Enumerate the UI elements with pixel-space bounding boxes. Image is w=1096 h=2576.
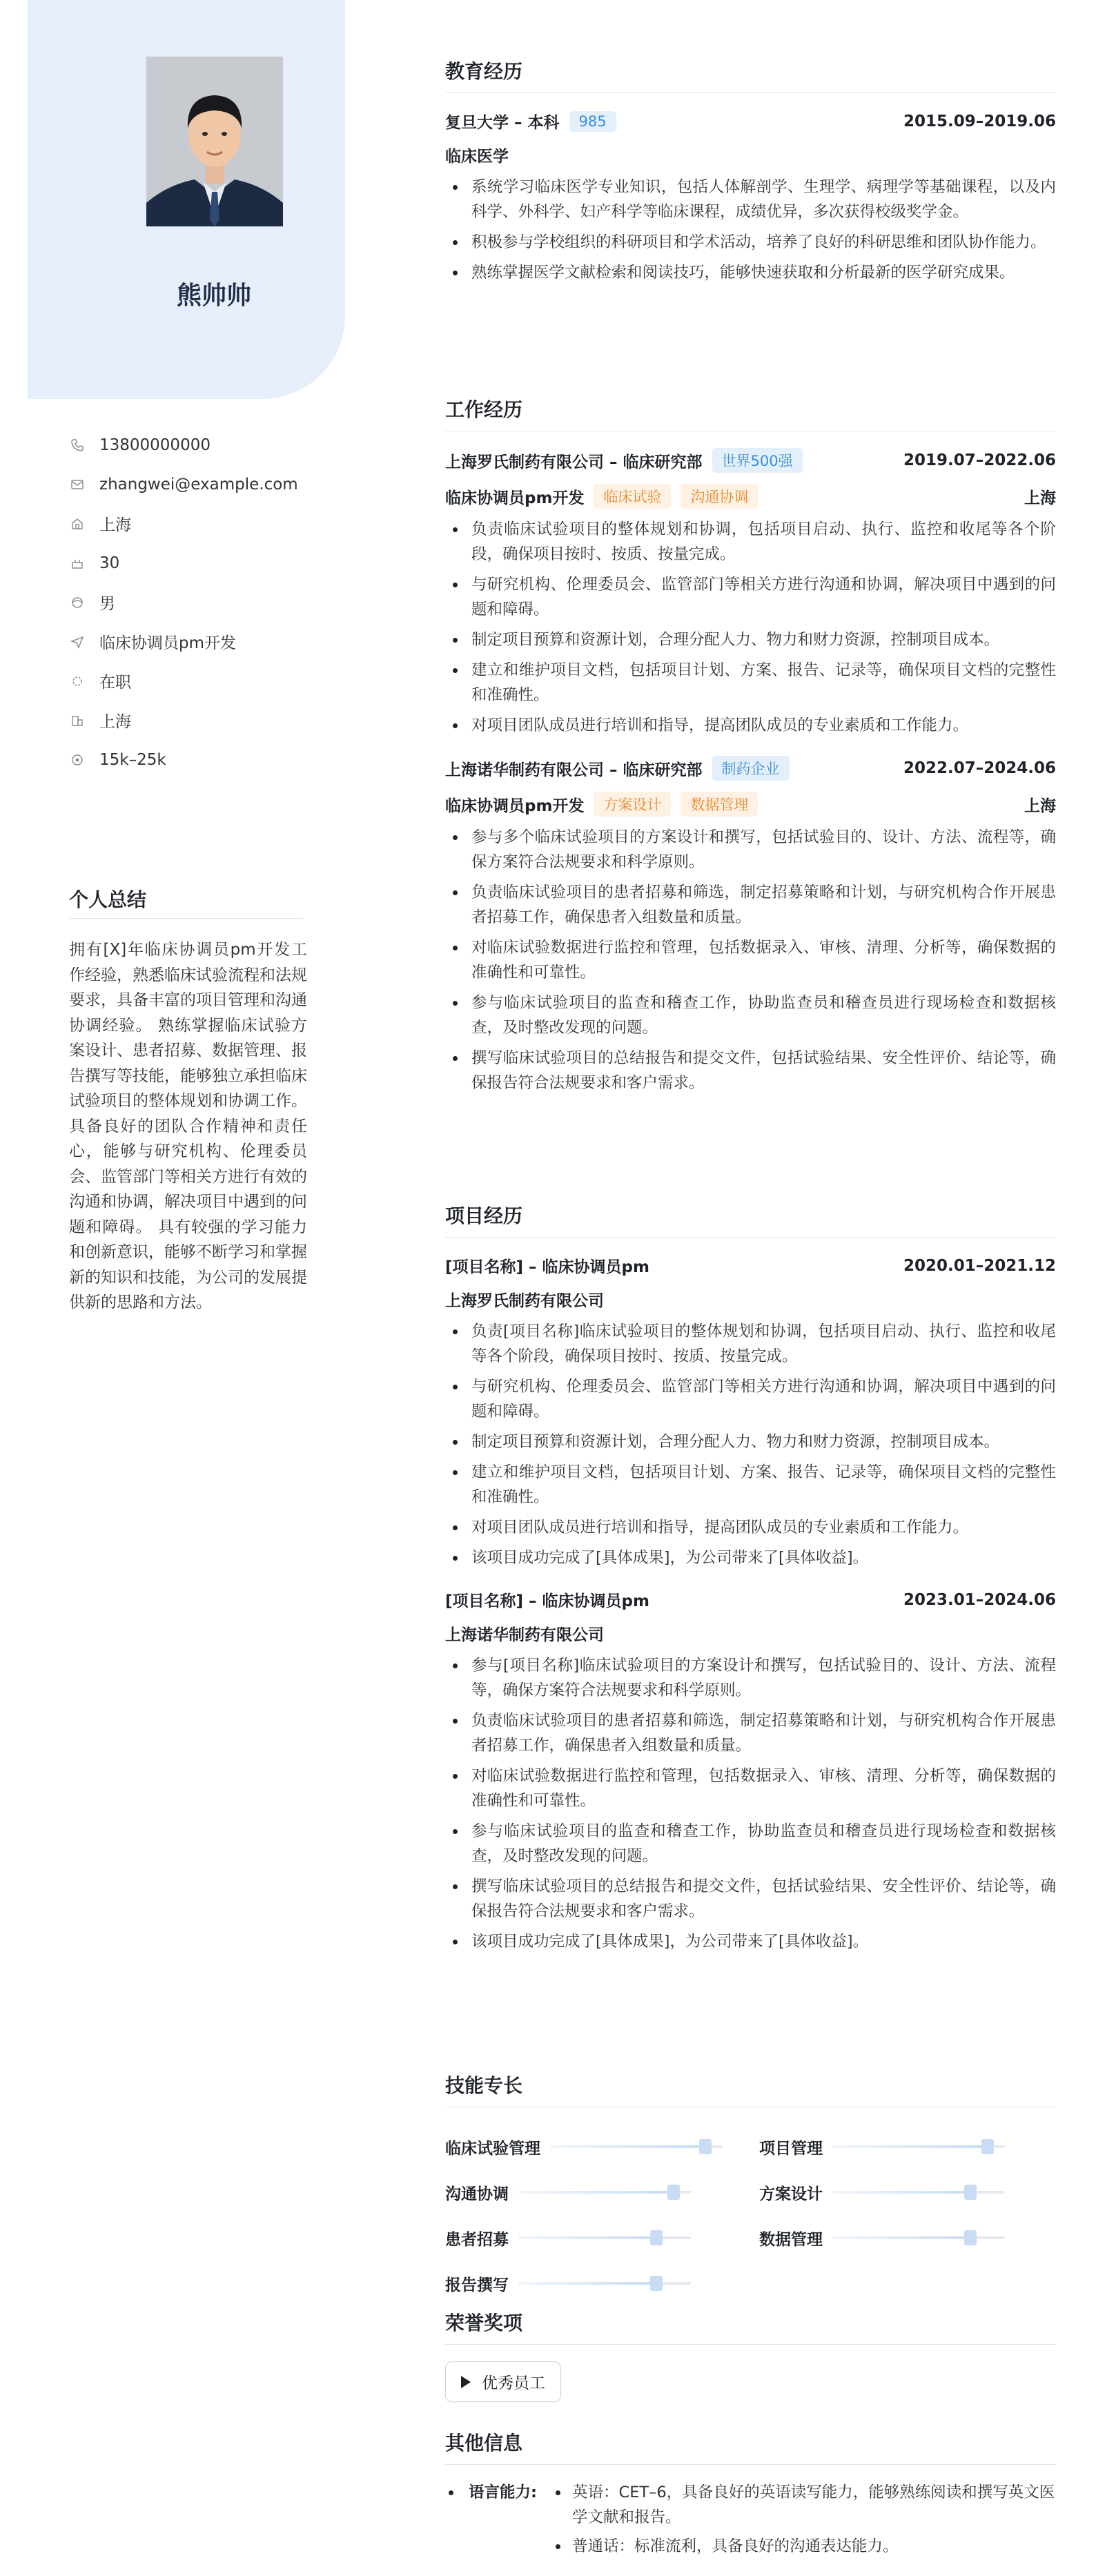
skill-bar — [550, 2145, 723, 2148]
summary-title: 个人总结 — [69, 888, 147, 911]
section-title: 荣誉奖项 — [445, 2308, 1056, 2345]
section-title: 其他信息 — [445, 2428, 1056, 2465]
list-item: 负责临床试验项目的患者招募和筛选，制定招募策略和计划，与研究机构合作开展患者招募工作，确保患者入组数量和质量。 — [445, 1708, 1056, 1758]
language-list — [551, 2480, 1056, 2563]
job-value: 临床协调员pm开发 — [99, 634, 237, 652]
section-title: 项目经历 — [445, 1201, 1056, 1238]
info-row-city — [69, 701, 298, 740]
role-tag: 数据管理 — [681, 792, 758, 817]
skill-bar — [518, 2282, 691, 2285]
list-item: 建立和维护项目文档，包括项目计划、方案、报告、记录等，确保项目文档的完整性和准确性。 — [445, 658, 1056, 708]
list-item: 与研究机构、伦理委员会、监管部门等相关方进行沟通和协调，解决项目中遇到的问题和障碍。 — [445, 572, 1056, 622]
list-item: 参与多个临床试验项目的方案设计和撰写，包括试验目的、设计、方法、流程等，确保方案符合法规要求和科学原则。 — [445, 825, 1056, 875]
project-period: 2023.01–2024.06 — [903, 1590, 1056, 1609]
job-icon — [69, 634, 86, 650]
city-value: 上海 — [99, 713, 131, 731]
work-entry-head — [445, 448, 1056, 473]
home-icon — [69, 516, 86, 532]
honors-section — [445, 2308, 1056, 2402]
list-item: 英语：CET–6，具备良好的英语读写能力，能够熟练阅读和撰写英文医学文献和报告。 — [551, 2480, 1056, 2530]
summary-text: 拥有[X]年临床协调员pm开发工作经验，熟悉临床试验流程和法规要求，具备丰富的项目管理和沟通协调经验。 熟练掌握临床试验方案设计、患者招募、数据管理、报告撰写等技能，能够独立承担临床试验项目的整体规划和协调工作。 具备良好的团队合作精神和责任心，能够与研究机构、伦理委员会、监管部门等相关方进行有效的沟通和协调，解决项目中遇到的问题和障碍。 具有较强的学习能力和创新意识，能够不断学习和掌握新的知识和技能，为公司的发展提供新的思路和方法。 — [69, 941, 307, 1311]
info-row-home — [69, 504, 298, 543]
skill-item — [759, 2169, 1056, 2215]
role-tag: 沟通协调 — [681, 484, 758, 509]
role-tag: 方案设计 — [594, 792, 671, 817]
list-item: 该项目成功完成了[具体成果]，为公司带来了[具体收益]。 — [445, 1929, 1056, 1954]
project-bullets — [445, 1319, 1056, 1570]
work-section — [445, 395, 1056, 1101]
company-name: 上海诺华制药有限公司 – 临床研究部 — [445, 761, 703, 779]
skill-item — [445, 2169, 759, 2215]
list-item: 负责临床试验项目的整体规划和协调，包括项目启动、执行、监控和收尾等各个阶段，确保项目按时、按质、按量完成。 — [445, 517, 1056, 567]
list-item: 建立和维护项目文档，包括项目计划、方案、报告、记录等，确保项目文档的完整性和准确性。 — [445, 1460, 1056, 1510]
project-name: [项目名称] – 临床协调员pm — [445, 1592, 649, 1610]
project-period: 2020.01–2021.12 — [903, 1256, 1056, 1275]
gender-icon — [69, 594, 86, 611]
role-name: 临床协调员pm开发 — [445, 797, 585, 815]
skill-item — [445, 2261, 759, 2306]
education-major-row — [445, 144, 1056, 166]
school-tag: 985 — [569, 111, 616, 132]
list-item: 对临床试验数据进行监控和管理，包括数据录入、审核、清理、分析等，确保数据的准确性和可靠性。 — [445, 935, 1056, 985]
skill-name: 报告撰写 — [445, 2276, 509, 2294]
work-period: 2019.07–2022.06 — [903, 451, 1056, 469]
project-company: 上海罗氏制药有限公司 — [445, 1292, 604, 1310]
age-icon — [69, 555, 86, 572]
work-bullets — [445, 825, 1056, 1095]
role-name: 临床协调员pm开发 — [445, 489, 585, 507]
section-title: 工作经历 — [445, 395, 1056, 431]
list-item: 对临床试验数据进行监控和管理，包括数据录入、审核、清理、分析等，确保数据的准确性和可靠性。 — [445, 1764, 1056, 1813]
list-item: 对项目团队成员进行培训和指导，提高团队成员的专业素质和工作能力。 — [445, 713, 1056, 738]
project-company-row — [445, 1622, 1056, 1645]
project-bullets — [445, 1653, 1056, 1954]
email-icon — [69, 476, 86, 493]
education-period: 2015.09–2019.06 — [903, 112, 1056, 130]
info-row-email — [69, 465, 298, 504]
skill-name: 项目管理 — [759, 2139, 823, 2158]
project-head — [445, 1588, 1056, 1611]
phone-value: 13800000000 — [99, 436, 211, 454]
status-value: 在职 — [99, 674, 131, 692]
list-item: 与研究机构、伦理委员会、监管部门等相关方进行沟通和协调，解决项目中遇到的问题和障碍。 — [445, 1374, 1056, 1424]
sidebar — [0, 0, 345, 2576]
play-icon — [461, 2376, 471, 2388]
salary-value: 15k–25k — [99, 750, 166, 769]
info-row-phone — [69, 425, 298, 465]
info-row-age — [69, 543, 298, 583]
skill-bar — [832, 2191, 1005, 2194]
skill-name: 方案设计 — [759, 2185, 823, 2203]
info-row-job — [69, 622, 298, 661]
profile-card — [28, 0, 345, 399]
education-section — [445, 57, 1056, 291]
list-item: 撰写临床试验项目的总结报告和提交文件，包括试验结果、安全性评价、结论等，确保报告符合法规要求和客户需求。 — [445, 1874, 1056, 1924]
phone-icon — [69, 437, 86, 453]
work-location: 上海 — [1024, 797, 1056, 815]
project-company-row — [445, 1288, 1056, 1311]
skill-bar — [518, 2191, 691, 2194]
skills-grid — [445, 2124, 1056, 2306]
list-item: 对项目团队成员进行培训和指导，提高团队成员的专业素质和工作能力。 — [445, 1515, 1056, 1540]
project-head — [445, 1254, 1056, 1277]
projects-section — [445, 1201, 1056, 1960]
other-info — [445, 2480, 1056, 2563]
work-role-row — [445, 792, 1056, 817]
summary-divider — [69, 918, 304, 919]
education-head — [445, 110, 1056, 133]
info-row-salary — [69, 740, 298, 779]
award-item[interactable] — [445, 2361, 561, 2402]
list-item: 负责临床试验项目的患者招募和筛选，制定招募策略和计划，与研究机构合作开展患者招募工作，确保患者入组数量和质量。 — [445, 880, 1056, 930]
skill-item — [445, 2215, 759, 2261]
language-label: 语言能力: — [445, 2480, 551, 2563]
skills-section — [445, 2071, 1056, 2306]
company-tag: 制药企业 — [712, 756, 790, 781]
email-value: zhangwei@example.com — [99, 475, 298, 494]
skill-bar — [832, 2236, 1005, 2239]
skill-name: 患者招募 — [445, 2230, 509, 2249]
list-item: 系统学习临床医学专业知识，包括人体解剖学、生理学、病理学等基础课程，以及内科学、外科学、妇产科学等临床课程，成绩优异，多次获得校级奖学金。 — [445, 175, 1056, 224]
work-location: 上海 — [1024, 489, 1056, 507]
project-name: [项目名称] – 临床协调员pm — [445, 1258, 649, 1276]
education-bullets — [445, 175, 1056, 285]
skill-name: 沟通协调 — [445, 2185, 509, 2203]
candidate-name: 熊帅帅 — [176, 282, 251, 310]
work-bullets — [445, 517, 1056, 738]
status-icon — [69, 673, 86, 690]
skill-item — [759, 2124, 1056, 2169]
list-item: 积极参与学校组织的科研项目和学术活动，培养了良好的科研思维和团队协作能力。 — [445, 230, 1056, 255]
city-icon — [69, 712, 86, 729]
section-title: 教育经历 — [445, 57, 1056, 93]
award-label: 优秀员工 — [482, 2374, 545, 2392]
work-period: 2022.07–2024.06 — [903, 759, 1056, 777]
skill-item — [445, 2124, 759, 2169]
project-company: 上海诺华制药有限公司 — [445, 1626, 604, 1644]
skill-bar — [518, 2236, 691, 2239]
skill-name: 数据管理 — [759, 2230, 823, 2249]
list-item: 熟练掌握医学文献检索和阅读技巧，能够快速获取和分析最新的医学研究成果。 — [445, 260, 1056, 285]
contact-info-list — [69, 425, 298, 779]
section-title: 技能专长 — [445, 2071, 1056, 2107]
company-name: 上海罗氏制药有限公司 – 临床研究部 — [445, 453, 703, 471]
list-item: 该项目成功完成了[具体成果]，为公司带来了[具体收益]。 — [445, 1545, 1056, 1570]
skill-name: 临床试验管理 — [445, 2139, 540, 2158]
language-row — [445, 2480, 1056, 2563]
list-item: 负责[项目名称]临床试验项目的整体规划和协调，包括项目启动、执行、监控和收尾等各个阶段，确保项目按时、按质、按量完成。 — [445, 1319, 1056, 1369]
list-item: 参与临床试验项目的监查和稽查工作，协助监查员和稽查员进行现场检查和数据核查，及时整改发现的问题。 — [445, 1819, 1056, 1868]
list-item: 参与[项目名称]临床试验项目的方案设计和撰写，包括试验目的、设计、方法、流程等，确保方案符合法规要求和科学原则。 — [445, 1653, 1056, 1703]
list-item: 制定项目预算和资源计划，合理分配人力、物力和财力资源，控制项目成本。 — [445, 1430, 1056, 1454]
company-tag: 世界500强 — [712, 448, 803, 473]
list-item: 制定项目预算和资源计划，合理分配人力、物力和财力资源，控制项目成本。 — [445, 627, 1056, 652]
list-item: 普通话：标准流利，具备良好的沟通表达能力。 — [551, 2534, 1056, 2559]
hometown-value: 上海 — [99, 516, 131, 534]
school-name: 复旦大学 – 本科 — [445, 114, 560, 132]
work-entry-head — [445, 756, 1056, 781]
skill-item — [759, 2215, 1056, 2261]
info-row-status — [69, 661, 298, 701]
other-section — [445, 2428, 1056, 2563]
work-role-row — [445, 484, 1056, 509]
role-tag: 临床试验 — [594, 484, 671, 509]
age-value: 30 — [99, 554, 120, 572]
list-item: 参与临床试验项目的监查和稽查工作，协助监查员和稽查员进行现场检查和数据核查，及时整改发现的问题。 — [445, 991, 1056, 1040]
avatar — [146, 57, 283, 226]
salary-icon — [69, 752, 86, 768]
info-row-gender — [69, 583, 298, 622]
list-item: 撰写临床试验项目的总结报告和提交文件，包括试验结果、安全性评价、结论等，确保报告符合法规要求和客户需求。 — [445, 1046, 1056, 1095]
skill-bar — [832, 2145, 1005, 2148]
gender-value: 男 — [99, 595, 115, 613]
major: 临床医学 — [445, 148, 509, 166]
